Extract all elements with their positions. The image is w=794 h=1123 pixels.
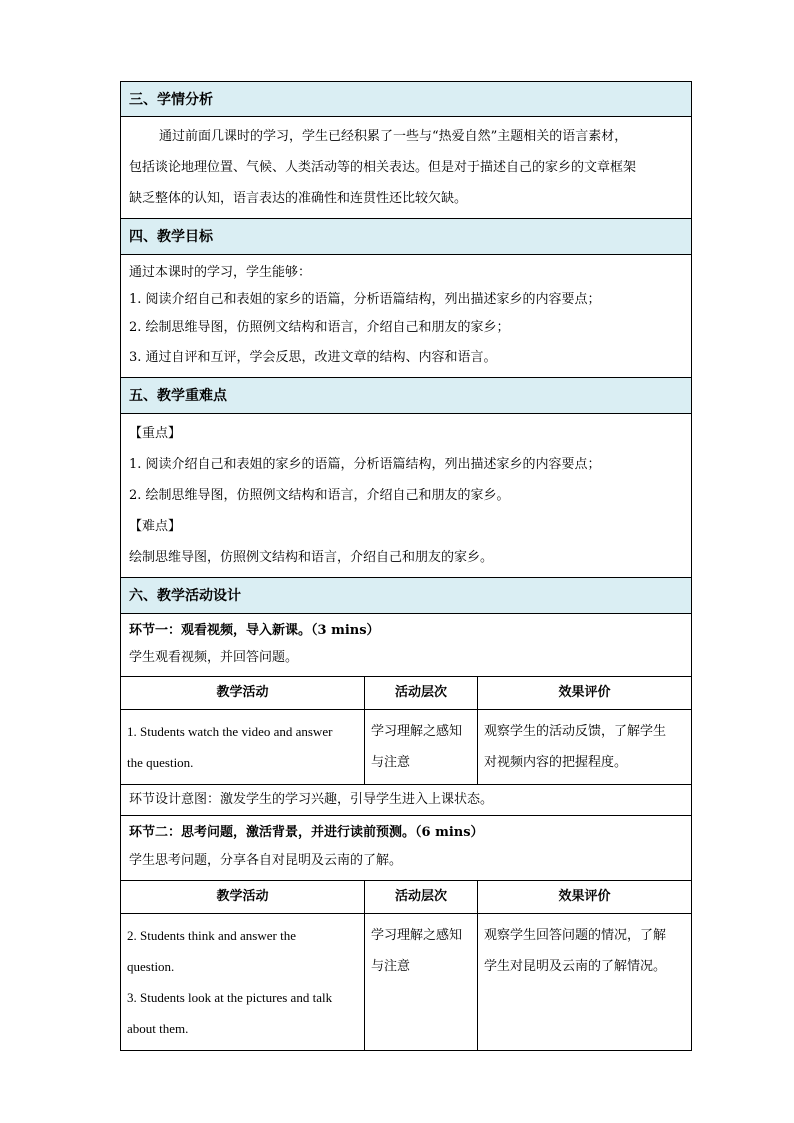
column-header-activity: 教学活动 (121, 677, 365, 709)
step2-data-row (120, 914, 692, 1051)
section-header-key-points: 五、教学重难点 (120, 378, 692, 414)
level-line: 学习理解之感知 (371, 724, 463, 739)
key-point-line: 1. 阅读介绍自己和表姐的家乡的语篇，分析语篇结构，列出描述家乡的内容要点； (129, 457, 601, 472)
column-header-activity: 教学活动 (121, 881, 365, 913)
evaluation-line: 观察学生回答问题的情况，了解 (484, 928, 667, 943)
step2-intro (120, 816, 692, 881)
key-point-line: 2. 绘制思维导图，仿照例文结构和语言，介绍自己和朋友的家乡。 (129, 488, 510, 503)
step1-data-row (120, 710, 692, 785)
column-header-evaluation: 效果评价 (558, 889, 611, 904)
analysis-line: 缺乏整体的认知，语言表达的准确性和连贯性还比较欠缺。 (129, 191, 468, 206)
objective-line: 3. 通过自评和互评，学会反思，改进文章的结构、内容和语言。 (129, 350, 497, 365)
analysis-line: 通过前面几课时的学习，学生已经积累了一些与“热爱自然”主题相关的语言素材， (159, 129, 628, 144)
step1-intro (120, 614, 692, 677)
step1-intent-text: 环节设计意图：激发学生的学习兴趣，引导学生进入上课状态。 (129, 792, 494, 807)
section-header-analysis: 三、学情分析 (120, 81, 692, 117)
step1-intent (120, 785, 692, 816)
evaluation-line: 观察学生的活动反馈，了解学生 (484, 724, 667, 739)
section-body-analysis (120, 117, 692, 219)
step1-evaluation-cell (478, 710, 691, 784)
evaluation-line: 学生对昆明及云南的了解情况。 (484, 959, 667, 974)
difficulty-label: 【难点】 (129, 519, 182, 534)
section-header-activities: 六、教学活动设计 (120, 578, 692, 614)
key-point-label: 【重点】 (129, 426, 182, 441)
activity-line: 1. Students watch the video and answer (127, 724, 333, 739)
column-header-level: 活动层次 (365, 881, 478, 913)
section-header-objectives: 四、教学目标 (120, 219, 692, 255)
objective-line: 1. 阅读介绍自己和表姐的家乡的语篇，分析语篇结构，列出描述家乡的内容要点； (129, 292, 601, 307)
activity-line: 2. Students think and answer the (127, 928, 296, 943)
step1-title: 环节一：观看视频，导入新课。（3 mins） (129, 623, 380, 638)
step1-header-row (120, 677, 692, 710)
step1-level-cell (365, 710, 478, 784)
step1-description: 学生观看视频，并回答问题。 (129, 650, 299, 665)
level-line: 与注意 (371, 755, 411, 770)
analysis-line: 包括谈论地理位置、气候、人类活动等的相关表达。但是对于描述自己的家乡的文章框架 (129, 160, 637, 175)
activity-line: 3. Students look at the pictures and talk (127, 990, 333, 1005)
section-body-objectives (120, 255, 692, 378)
level-line: 学习理解之感知 (371, 928, 463, 943)
step2-description: 学生思考问题，分享各自对昆明及云南的了解。 (129, 853, 403, 868)
level-line: 与注意 (371, 959, 411, 974)
step2-header-row (120, 881, 692, 914)
step2-evaluation-cell (478, 914, 691, 1050)
step1-activity-cell (121, 710, 365, 784)
section-body-key-points (120, 414, 692, 578)
column-header-evaluation: 效果评价 (558, 685, 611, 700)
lesson-plan-table (120, 81, 692, 1051)
column-header-level: 活动层次 (365, 677, 478, 709)
objective-line: 2. 绘制思维导图，仿照例文结构和语言，介绍自己和朋友的家乡； (129, 320, 510, 335)
step2-title: 环节二：思考问题，激活背景，并进行读前预测。（6 mins） (129, 825, 484, 840)
activity-line: the question. (127, 755, 194, 770)
evaluation-line: 对视频内容的把握程度。 (484, 755, 628, 770)
difficulty-line: 绘制思维导图，仿照例文结构和语言，介绍自己和朋友的家乡。 (129, 550, 494, 565)
activity-line: question. (127, 959, 175, 974)
step2-level-cell (365, 914, 478, 1050)
activity-line: about them. (127, 1021, 189, 1036)
objective-line: 通过本课时的学习，学生能够： (129, 265, 312, 280)
step2-activity-cell (121, 914, 365, 1050)
